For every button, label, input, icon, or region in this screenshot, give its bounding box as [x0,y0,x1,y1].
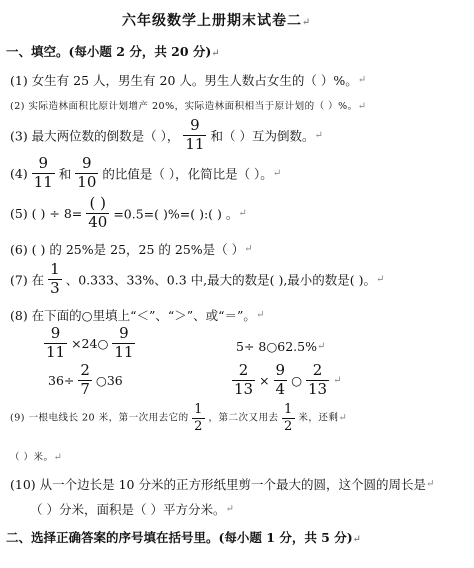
paragraph-mark: ↵ [333,374,342,386]
numerator: 2 [80,361,90,379]
question-10-text-a: (10) 从一个边长是 10 分米的正方形纸里剪一个最大的圆，这个圆的周长是 [10,477,426,492]
question-4-text: 的比值是（ ），化简比是（ ）。 [102,166,273,182]
paragraph-mark: ↵ [255,309,265,321]
fraction-9-4 [275,363,287,398]
denominator: 7 [80,379,90,398]
question-4 [10,156,281,191]
paragraph-mark: ↵ [238,207,247,219]
question-2-text: (2) 实际造林面积比原计划增产 20%，实际造林面积相当于原计划的（ ）%。 [10,101,358,112]
question-1-text: (1) 女生有 25 人，男生有 20 人。男生人数占女生的（ ）%。 [10,73,358,88]
denominator: 11 [46,342,66,361]
question-3-text-a: (3) 最大两位数的倒数是（ ）， [10,128,180,144]
fraction-9-11 [45,326,66,361]
paragraph-mark: ↵ [302,17,312,28]
question-8-stem [10,306,264,324]
expr-2-text: 5÷ 8○62.5% [236,339,317,354]
question-10-line-2 [30,500,234,518]
question-9-line-2 [10,449,62,463]
question-9-text-d: （ ）米。 [10,452,54,463]
question-4-label: (4) [10,165,28,181]
question-2 [10,98,367,112]
paragraph-mark: ↵ [316,341,326,352]
question-8-expr-2 [236,338,325,354]
denominator: 13 [234,379,254,398]
section-2-heading [6,528,361,546]
title-text: 六年级数学上册期末试卷二 [122,13,302,29]
numerator: 9 [82,154,92,172]
fraction-1-3 [49,262,61,297]
multiply-sign: × [259,372,270,388]
numerator: 9 [119,324,129,342]
denominator: 10 [77,172,97,191]
fraction-9-11 [33,156,54,191]
compare-circle: ○ [291,372,302,388]
numerator: 1 [194,402,203,417]
question-3-text-b: 和（ ）互为倒数。 [210,128,315,144]
paragraph-mark: ↵ [338,412,348,424]
question-10 [10,475,434,493]
numerator: 9 [275,361,286,379]
numerator: 1 [50,260,60,278]
fraction-9-11 [184,118,205,153]
denominator: 40 [88,212,108,231]
paragraph-mark: ↵ [376,273,385,285]
page-title [122,10,311,30]
denominator: 4 [275,379,286,398]
question-5 [10,196,247,231]
numerator: 9 [190,116,200,134]
denominator: 11 [114,342,134,361]
question-5-text-a: (5) ( ) ÷ 8= [10,205,83,221]
fraction-9-11 [113,326,134,361]
paragraph-mark: ↵ [244,243,253,255]
paragraph-mark: ↵ [314,129,323,141]
numerator: 1 [284,402,293,417]
question-6 [10,240,253,258]
question-5-text-b: =0.5=( )%=( ):( ) 。 [113,206,239,222]
paragraph-mark: ↵ [211,48,220,59]
question-10-text-b: （ ）分米，面积是（ ）平方分米。 [30,502,226,517]
denominator: 3 [50,278,60,297]
fraction-1-2 [283,403,294,433]
question-7 [10,262,384,297]
fraction-blank-40 [87,196,108,231]
numerator: 9 [50,324,61,342]
fraction-1-2 [193,403,204,433]
fraction-2-7 [79,363,91,398]
fraction-9-10 [76,156,97,191]
paragraph-mark: ↵ [272,167,282,179]
question-6-text: (6) ( ) 的 25%是 25，25 的 25%是（ ） [10,242,245,257]
denominator: 11 [33,172,53,191]
paragraph-mark: ↵ [225,503,234,515]
section-1-text: 一、填空。(每小题 2 分，共 20 分) [6,44,212,59]
question-8-expr-3 [48,363,123,398]
paragraph-mark: ↵ [357,101,367,112]
denominator: 11 [185,134,205,153]
paragraph-mark: ↵ [357,74,367,86]
question-3 [10,118,323,153]
question-9-text-b: ，第二次又用去 [208,412,279,424]
question-7-text-b: 、0.333、33%、0.3 中,最大的数是( ),最小的数是( )。 [65,272,377,288]
question-9-text-c: 米，还剩 [298,412,339,424]
question-8-text: (8) 在下面的○里填上“＜”、“＞”、或“＝”。 [10,308,256,323]
question-9 [10,403,347,433]
expr-3-text-b: ○36 [95,372,123,388]
section-2-text: 二、选择正确答案的序号填在括号里。(每小题 1 分，共 5 分) [6,530,353,545]
paragraph-mark: ↵ [53,452,63,463]
question-1 [10,71,366,89]
expr-1-operator: ×24○ [71,335,109,351]
denominator: 2 [284,418,293,434]
question-8-expr-1 [44,326,135,361]
question-7-text-a: (7) 在 [10,272,45,288]
denominator: 2 [194,418,203,434]
numerator: 2 [238,361,249,379]
question-4-and: 和 [58,166,72,182]
expr-3-text-a: 36÷ [48,372,75,388]
numerator: ( ) [89,194,107,212]
fraction-2-13 [233,363,254,398]
numerator: 9 [38,154,49,172]
question-8-expr-4 [232,363,341,398]
question-9-text-a: (9) 一根电线长 20 米，第一次用去它的 [10,412,189,424]
paragraph-mark: ↵ [352,534,362,545]
paragraph-mark: ↵ [426,478,435,490]
denominator: 13 [307,379,328,398]
section-1-heading [6,42,220,60]
numerator: 2 [312,361,323,379]
fraction-2-13 [307,363,328,398]
